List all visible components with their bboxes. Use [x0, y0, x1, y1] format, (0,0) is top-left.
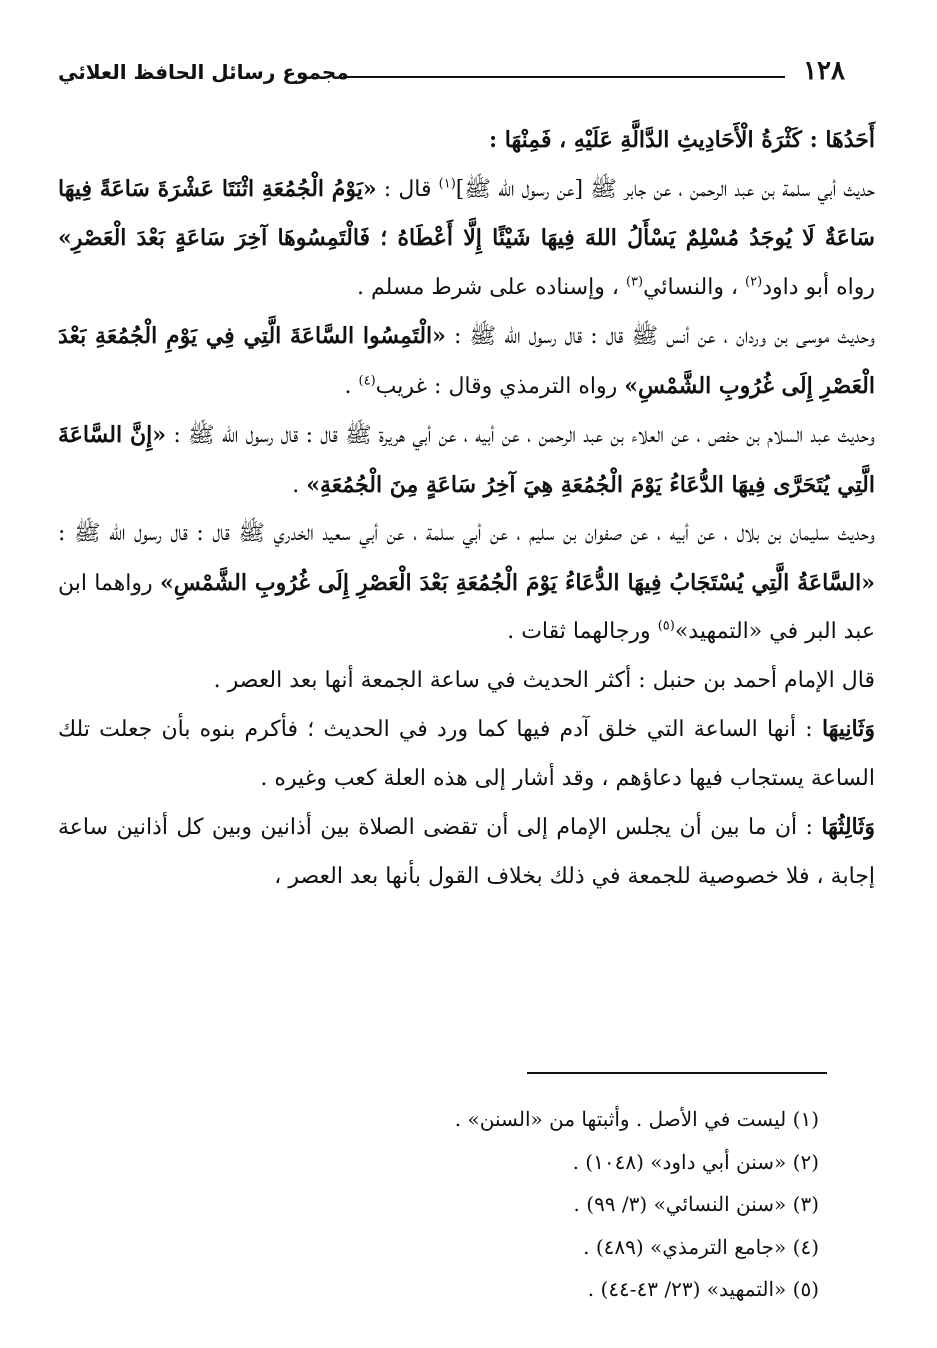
section-heading: أَحَدُهَا : كَثْرَةُ الْأَحَادِيثِ الدَّالَّةِ عَلَيْهِ ، فَمِنْهَا : [489, 127, 875, 153]
hadith-text: «يَوْمُ الْجُمُعَةِ اثْنَتَا عَشْرَةَ سَاعَةً فِيهَا سَاعَةٌ لَا يُوجَدُ مُسْلِمٌ يَسْأَلُ اللهَ فِيهَا شَيْئًا إِلَّا أَعْطَاهُ ؛ فَالْتَمِسُوهَا آخِرَ سَاعَةٍ بَعْدَ الْعَصْرِ» [58, 175, 875, 251]
text-segment: وحديث سليمان بن بلال ، عن أبيه ، عن صفوان بن سليم ، عن أبي سلمة ، عن أبي سعيد الخدري ﷺ قال : قال رسول الله ﷺ : [58, 521, 875, 546]
footnote-4: (٤) «جامع الترمذي» (٤٨٩) . [583, 1234, 819, 1259]
reason-lead: وَثَالِثُهَا [821, 814, 875, 840]
text-segment: : أن ما بين أن يجلس الإمام إلى أن تقضى الصلاة بين أذانين وبين كل أذانين ساعة إجابة ، فلا خصوصية للجمعة في ذلك بخلاف القول بأنها بعد العصر ، [58, 815, 875, 889]
page-number: ١٢٨ [803, 56, 845, 86]
text-segment: : أنها الساعة التي خلق آدم فيها كما ورد في الحديث ؛ فأكرم بنوه بأن جعلت تلك الساعة يستجاب فيها دعاؤهم ، وقد أشار إلى هذه العلة كعب وغيره . [58, 717, 875, 791]
text-segment: ، والنسائي [643, 274, 746, 300]
text-segment: وحديث موسى بن وردان ، عن أنس ﷺ قال : قال رسول الله ﷺ : [445, 324, 875, 349]
text-segment: وحديث عبد السلام بن حفص ، عن العلاء بن عبد الرحمن ، عن أبيه ، عن أبي هريرة ﷺ قال : قال رسول الله ﷺ : [166, 423, 875, 448]
footnote-ref-1: (١) [438, 176, 456, 192]
text-segment: حديث أبي سلمة بن عبد الرحمن ، عن جابر ﷺ [عن رسول الله ﷺ] [455, 176, 875, 202]
paragraph-anas-hadith [58, 312, 875, 411]
footnotes [200, 1098, 819, 1311]
paragraph-abu-said-hadith [58, 510, 875, 657]
footnote-divider [527, 1072, 827, 1074]
text-segment: قال : [376, 176, 439, 202]
text-segment: . [344, 373, 359, 399]
text-segment: ورجالهما ثقات . [507, 619, 658, 644]
hadith-text: «الْتَمِسُوا السَّاعَةَ الَّتِي فِي يَوْمِ الْجُمُعَةِ بَعْدَ الْعَصْرِ إِلَى غُرُوبِ الشَّمْسِ» [58, 323, 875, 399]
running-title: مجموع رسائل الحافظ العلائي [58, 60, 349, 84]
footnote-ref-2: (٢) [745, 274, 763, 290]
footnote-ref-5: (٥) [657, 618, 675, 634]
text-segment: رواه أبو داود [762, 274, 875, 300]
text-segment: رواه الترمذي وقال : غريب [375, 373, 625, 399]
hadith-text: «إِنَّ السَّاعَةَ الَّتِي يُتَحَرَّى فِيهَا الدُّعَاءُ يَوْمَ الْجُمُعَةِ هِيَ آخِرُ سَاعَةٍ مِنَ الْجُمُعَةِ» [58, 422, 875, 498]
hadith-text: «السَّاعَةُ الَّتِي يُسْتَجَابُ فِيهَا الدُّعَاءُ يَوْمَ الْجُمُعَةِ بَعْدَ الْعَصْرِ إِلَى غُرُوبِ الشَّمْسِ» [159, 569, 875, 596]
text-segment: . [292, 472, 307, 498]
footnote-3: (٣) «سنن النسائي» (٣/ ٩٩) . [573, 1192, 819, 1216]
footnote-1: (١) ليست في الأصل . وأثبتها من «السنن» . [454, 1107, 819, 1131]
main-text [58, 116, 875, 901]
footnote-ref-3: (٣) [625, 274, 644, 290]
paragraph-jabir-hadith [58, 165, 875, 313]
paragraph-third-reason [58, 803, 875, 901]
text-segment: رواهما ابن عبد البر في «التمهيد» [58, 570, 875, 644]
footnote-ref-4: (٤) [358, 373, 376, 389]
header-rule [343, 76, 785, 78]
page-header [58, 52, 845, 96]
reason-lead: وَثَانِيهَا [821, 716, 875, 742]
paragraph-ahmad-quote: قال الإمام أحمد بن حنبل : أكثر الحديث في ساعة الجمعة أنها بعد العصر . [213, 667, 875, 693]
paragraph-second-reason [58, 705, 875, 803]
footnote-5: (٥) «التمهيد» (٢٣/ ٤٣-٤٤) . [587, 1277, 819, 1301]
text-segment: ، وإسناده على شرط مسلم . [357, 274, 626, 300]
footnote-2: (٢) «سنن أبي داود» (١٠٤٨) . [572, 1149, 819, 1174]
paragraph-abu-hurayra-hadith [58, 411, 875, 510]
